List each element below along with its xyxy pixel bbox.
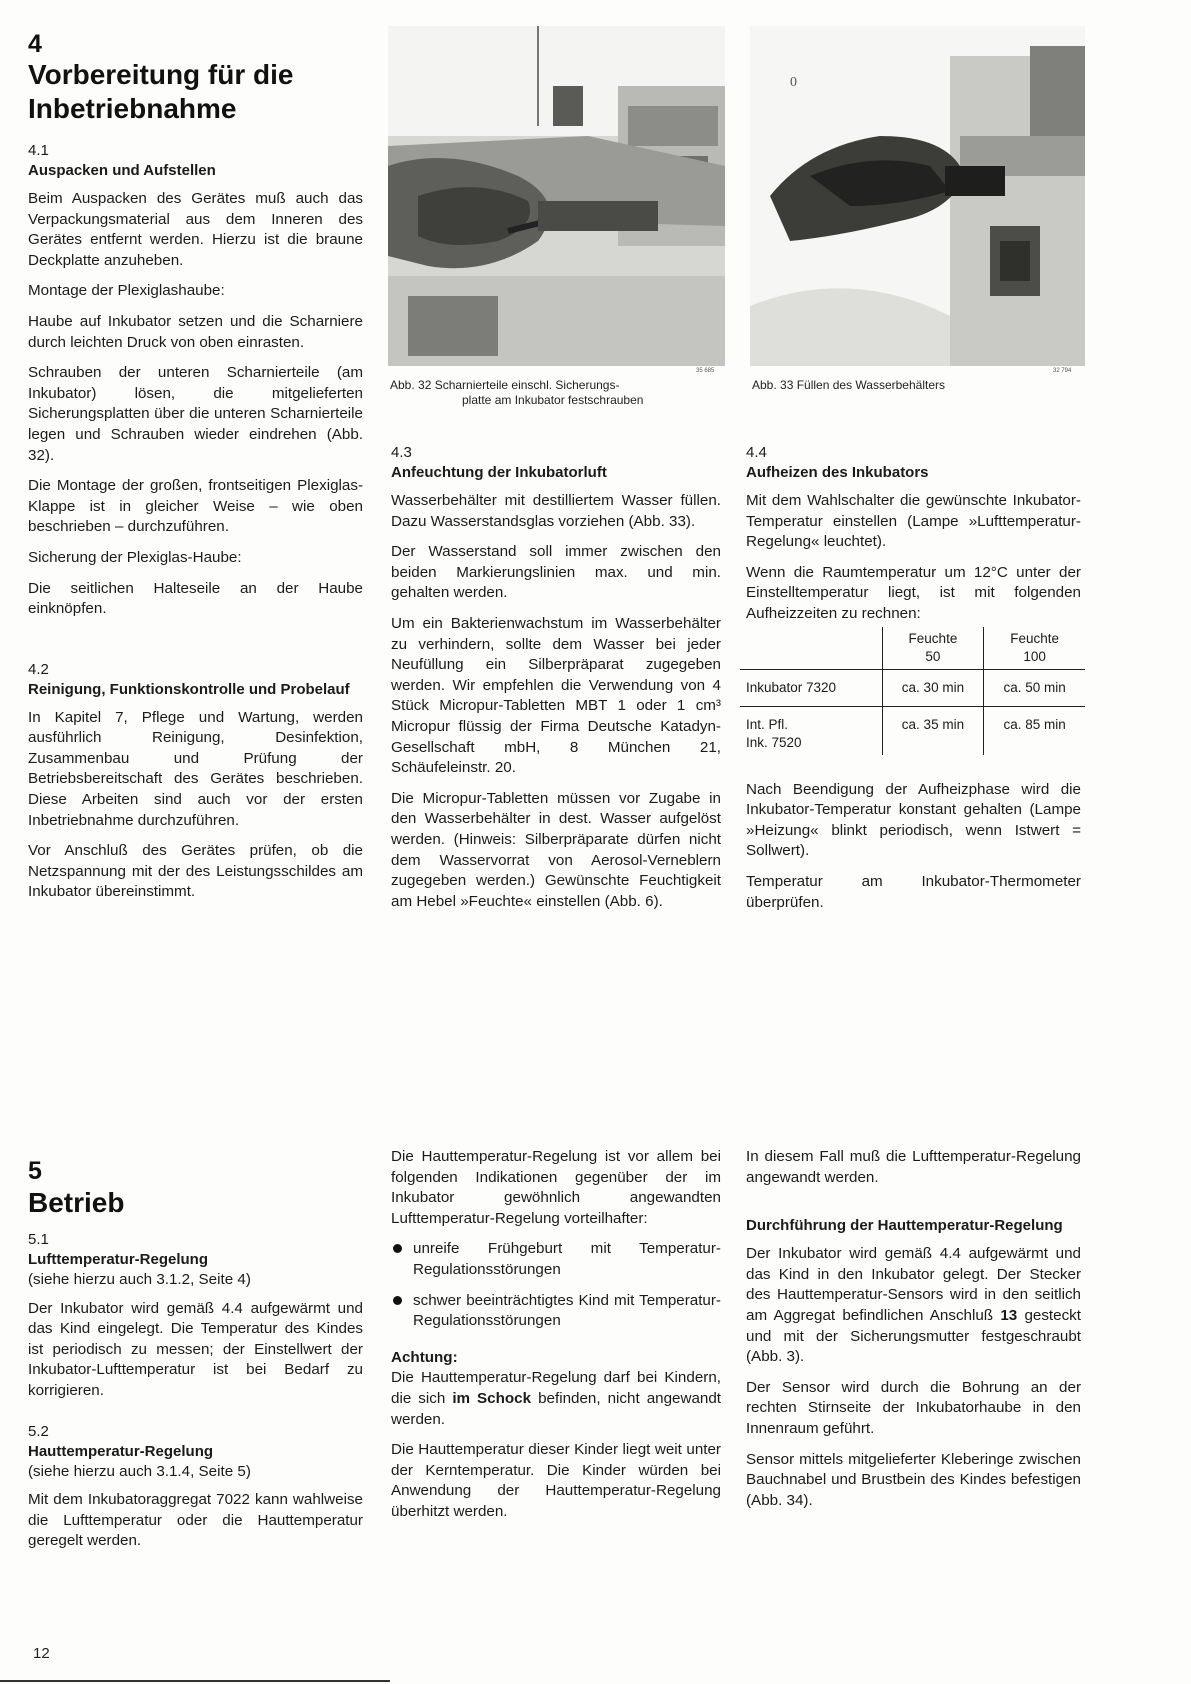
section-subheading: (siehe hierzu auch 3.1.2, Seite 4) bbox=[28, 1271, 251, 1288]
table-cell: ca. 30 min bbox=[882, 669, 984, 706]
section-heading: Aufheizen des Inkubators bbox=[746, 464, 929, 481]
paragraph: Sensor mittels mitgelieferter Kleberinge zwischen Bauchnabel und Brustbein des Kindes befestigen (Abb. 34). bbox=[746, 1450, 1081, 1509]
section-heading: Reinigung, Funktionskontrolle und Probelauf bbox=[28, 680, 350, 698]
table-header-cell: Feuchte 50 bbox=[882, 627, 984, 670]
table-cell: Inkubator 7320 bbox=[740, 669, 882, 706]
section-number: 4.1 bbox=[28, 142, 49, 159]
chapter-number: 5 bbox=[28, 1157, 42, 1185]
paragraph: Beim Auspacken des Gerätes muß auch das Verpackungsmaterial aus dem Inneren des Gerätes entfernt werden. Hierzu ist die braune Deckplatte anzuheben. bbox=[28, 190, 363, 269]
section-number: 4.4 bbox=[746, 444, 767, 461]
table-header-row bbox=[740, 627, 1085, 670]
paragraph: Schrauben der unteren Scharnierteile (am Inkubator) lösen, die mitgelieferten Sicherungsplatten über die unteren Scharnierteile legen und Schrauben wieder eindrehen (Abb. 32). bbox=[28, 364, 363, 464]
figure-32-caption bbox=[390, 378, 730, 408]
table-cell: Int. Pfl. Ink. 7520 bbox=[740, 706, 882, 755]
table-cell: ca. 50 min bbox=[984, 669, 1085, 706]
bullet-icon bbox=[393, 1296, 402, 1305]
paragraph: Montage der Plexiglashaube: bbox=[28, 282, 225, 300]
section-subheading: (siehe hierzu auch 3.1.4, Seite 5) bbox=[28, 1462, 251, 1480]
section-heading: Lufttemperatur-Regelung bbox=[28, 1251, 208, 1268]
paragraph: Der Inkubator wird gemäß 4.4 aufgewärmt und das Kind in den Inkubator gelegt. Der Stecker des Hauttemperatur-Sensors wird in den seitlich am Aggregat befindlichen Anschluß 13 gesteckt und mit der Sicherungsmutter festgeschraubt (Abb. 3). bbox=[746, 1245, 1081, 1366]
paragraph: In Kapitel 7, Pflege und Wartung, werden ausführlich Reinigung, Desinfektion, Zusammenbau und Prüfung der Betriebsbereitschaft des Gerätes beschrieben. Diese Arbeiten sind auch vor der ersten Inbetriebnahme durchzuführen. bbox=[28, 708, 363, 829]
paragraph: Mit dem Inkubatoraggregat 7022 kann wahlweise die Lufttemperatur oder die Hauttemperatur geregelt werden. bbox=[28, 1491, 363, 1550]
column-right-upper bbox=[746, 443, 1081, 923]
figure-32-photo bbox=[388, 26, 725, 366]
paragraph: Der Inkubator wird gemäß 4.4 aufgewärmt und das Kind eingelegt. Die Temperatur des Kindes ist periodisch zu messen; der Einstellwert der Inkubator-Lufttemperatur ist bei Bedarf zu korrigieren. bbox=[28, 1299, 363, 1399]
paragraph: Um ein Bakterienwachstum im Wasserbehälter zu verhindern, sollte dem Wasser bei jeder Neufüllung ein Silberpräparat zugegeben werden. Wir empfehlen die Verwendung von 4 Stück Micropur-Tabletten MBT 1 oder 1 cm³ Micropur flüssig der Firma Deutsche Katadyn-Gesellschaft mbH, 8 München 21, Schäufeleinstr. 20. bbox=[391, 614, 721, 777]
caption-line: platte am Inkubator festschrauben bbox=[462, 393, 644, 407]
table-header-cell: Feuchte 100 bbox=[984, 627, 1085, 670]
figure-33-caption: Abb. 33 Füllen des Wasserbehälters bbox=[752, 378, 945, 392]
section-heading: Hauttemperatur-Regelung bbox=[28, 1442, 214, 1460]
paragraph: Wenn die Raumtemperatur um 12°C unter der Einstelltemperatur liegt, ist mit folgenden Aufheizzeiten zu rechnen: bbox=[746, 563, 1081, 622]
page-number: 12 bbox=[33, 1645, 50, 1662]
table-row bbox=[740, 706, 1085, 755]
paragraph: Die Hauttemperatur dieser Kinder liegt weit unter der Kerntemperatur. Die Kinder würden bei Anwendung der Hauttemperatur-Regelung überhitzt werden. bbox=[391, 1441, 721, 1520]
section-heading: Anfeuchtung der Inkubatorluft bbox=[391, 464, 607, 481]
paragraph: Nach Beendigung der Aufheizphase wird die Inkubator-Temperatur konstant gehalten (Lampe »Heizung« blinkt periodisch, wenn Istwert = Sollwert). bbox=[746, 780, 1081, 860]
list-item: unreife Frühgeburt mit Temperatur-Regulationsstörungen bbox=[391, 1239, 721, 1280]
section-heading: Auspacken und Aufstellen bbox=[28, 162, 216, 179]
column-left-upper bbox=[28, 141, 363, 913]
column-middle-upper bbox=[391, 443, 721, 922]
table-cell: ca. 85 min bbox=[984, 706, 1085, 755]
paragraph: Vor Anschluß des Gerätes prüfen, ob die Netzspannung mit der des Leistungsschildes am Inkubator übereinstimmt. bbox=[28, 842, 363, 901]
warning-label: Achtung: bbox=[391, 1348, 458, 1366]
paragraph: Sicherung der Plexiglas-Haube: bbox=[28, 548, 242, 566]
paragraph: Die seitlichen Halteseile an der Haube einknöpfen. bbox=[28, 579, 363, 618]
paragraph: Die Hauttemperatur-Regelung ist vor allem bei folgenden Indikationen gegenüber der im Inkubator gewöhnlich angewandten Lufttemperatur-Regelung vorteilhafter: bbox=[391, 1148, 721, 1227]
photo-glove-filling-water bbox=[750, 26, 1085, 366]
paragraph: Mit dem Wahlschalter die gewünschte Inkubator-Temperatur einstellen (Lampe »Lufttemperatur-Regelung« leuchtet). bbox=[746, 492, 1081, 551]
scan-edge-line bbox=[0, 1680, 390, 1682]
warning-text: Die Hauttemperatur-Regelung darf bei Kindern, die sich im Schock befinden, nicht angewandt werden. bbox=[391, 1369, 722, 1428]
chapter-title-line1: Vorbereitung für die bbox=[28, 59, 294, 90]
chapter-number: 4 bbox=[28, 30, 42, 58]
column-left-lower bbox=[28, 1230, 363, 1562]
paragraph: Haube auf Inkubator setzen und die Scharniere durch leichten Druck von oben einrasten. bbox=[28, 312, 363, 351]
paragraph: Die Micropur-Tabletten müssen vor Zugabe in den Wasserbehälter in dest. Wasser aufgelöst werden. (Hinweis: Silberpräparate dürfen nicht dem Wasservorrat von Aerosol-Verneblern zugegeben werden.) Gewünschte Feuchtigkeit am Hebel »Feuchte« einstellen (Abb. 6). bbox=[391, 789, 721, 910]
chapter-title: Betrieb bbox=[28, 1187, 125, 1218]
section-number: 5.2 bbox=[28, 1422, 49, 1440]
paragraph: In diesem Fall muß die Lufttemperatur-Regelung angewandt werden. bbox=[746, 1148, 1081, 1186]
figure-code: 32 794 bbox=[1053, 368, 1072, 374]
list-item: schwer beeinträchtigtes Kind mit Temperatur-Regulationsstörungen bbox=[391, 1291, 721, 1332]
heating-table-wrapper bbox=[746, 630, 1081, 780]
section-number: 4.3 bbox=[391, 444, 412, 461]
paragraph: Wasserbehälter mit destilliertem Wasser füllen. Dazu Wasserstandsglas vorziehen (Abb. 33). bbox=[391, 492, 721, 530]
paragraph: Der Sensor wird durch die Bohrung an der rechten Stirnseite der Inkubatorhaube in den Innenraum geführt. bbox=[746, 1378, 1081, 1437]
section-number: 5.1 bbox=[28, 1231, 49, 1248]
table-cell: ca. 35 min bbox=[882, 706, 984, 755]
section-heading: Durchführung der Hauttemperatur-Regelung bbox=[746, 1217, 1063, 1235]
caption-line: Abb. 32 Scharnierteile einschl. Sicherungs- bbox=[390, 378, 620, 392]
column-middle-lower bbox=[391, 1147, 721, 1533]
bullet-icon bbox=[393, 1244, 402, 1253]
chapter-title-line2: Inbetriebnahme bbox=[28, 93, 237, 124]
table-row bbox=[740, 669, 1085, 706]
paragraph: Der Wasserstand soll immer zwischen den beiden Markierungslinien max. und min. gehalten werden. bbox=[391, 543, 721, 602]
svg-text:0: 0 bbox=[790, 75, 797, 90]
column-right-lower bbox=[746, 1147, 1081, 1521]
figure-code: 35 685 bbox=[696, 368, 715, 374]
indication-list bbox=[391, 1239, 721, 1331]
section-number: 4.2 bbox=[28, 660, 49, 678]
chapter-title bbox=[28, 58, 294, 126]
figure-33-photo bbox=[750, 26, 1085, 366]
heating-time-table bbox=[740, 627, 1085, 755]
photo-hand-screwdriver bbox=[388, 26, 725, 366]
paragraph: Die Montage der großen, frontseitigen Plexiglas-Klappe ist in gleicher Weise – wie oben beschrieben – durchzuführen. bbox=[28, 477, 363, 536]
paragraph: Temperatur am Inkubator-Thermometer überprüfen. bbox=[746, 872, 1081, 911]
